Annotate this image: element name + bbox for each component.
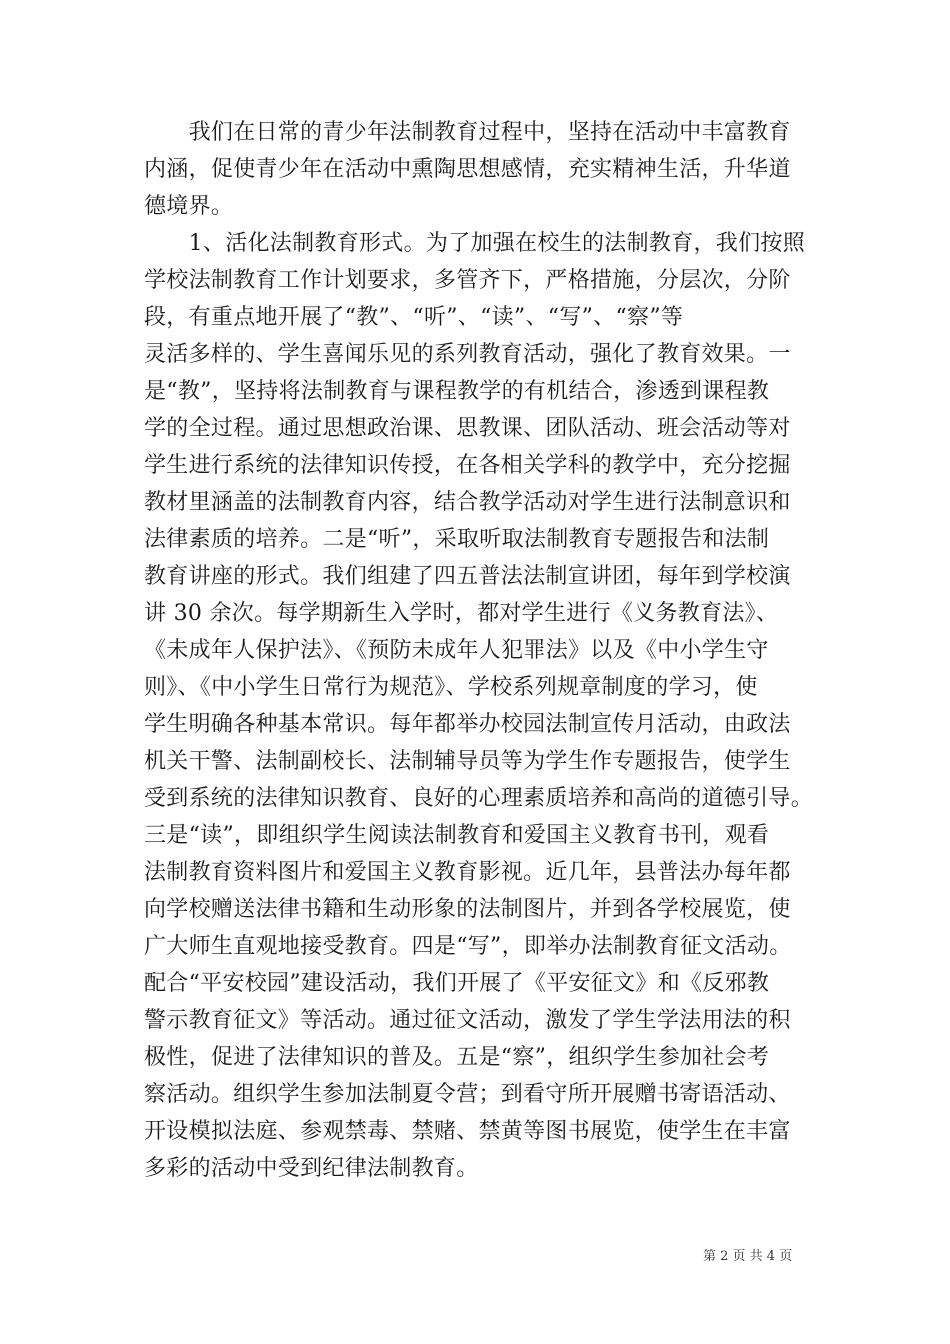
- text-line: 学生进行系统的法律知识传授，在各相关学科的教学中，充分挖掘: [144, 453, 791, 478]
- text-line: 法制教育资料图片和爱国主义教育影视。近几年，县普法办每年都: [144, 860, 791, 885]
- text-line: 学生明确各种基本常识。每年都举办校园法制宣传月活动，由政法: [144, 712, 791, 737]
- text-line: 广大师生直观地接受教育。四是“写”，即举办法制教育征文活动。: [144, 934, 792, 959]
- text-line: 我们在日常的青少年法制教育过程中，坚持在活动中丰富教育: [144, 120, 791, 145]
- text-line: 机关干警、法制副校长、法制辅导员等为学生作专题报告，使学生: [144, 749, 791, 774]
- text-line: 教育讲座的形式。我们组建了四五普法法制宣讲团，每年到学校演: [144, 564, 791, 589]
- text-line: 多彩的活动中受到纪律法制教育。: [144, 1156, 479, 1181]
- text-line: 三是“读”，即组织学生阅读法制教育和爱国主义教育书刊，观看: [144, 823, 770, 848]
- text-line: 法律素质的培养。二是“听”，采取听取法制教育专题报告和法制: [144, 527, 770, 552]
- page-number-footer: 第 2 页 共 4 页: [703, 1249, 793, 1264]
- text-line: 教材里涵盖的法制教育内容，结合教学活动对学生进行法制意识和: [144, 490, 791, 515]
- text-line: 段，有重点地开展了“教”、“听”、“读”、“写”、“察”等: [144, 305, 684, 330]
- body-text: [144, 114, 814, 1187]
- text-line: 学校法制教育工作计划要求，多管齐下，严格措施，分层次，分阶: [144, 268, 791, 293]
- text-line: 警示教育征文》等活动。通过征文活动，激发了学生学法用法的积: [144, 1008, 791, 1033]
- text-line: 内涵，促使青少年在活动中熏陶思想感情，充实精神生活，升华道: [144, 157, 791, 182]
- text-line: 则》、《中小学生日常行为规范》、学校系列规章制度的学习，使: [144, 675, 758, 700]
- text-line: 1、活化法制教育形式。为了加强在校生的法制教育，我们按照: [144, 231, 805, 256]
- text-line: 《未成年人保护法》、《预防未成年人犯罪法》以及《中小学生守: [144, 638, 769, 663]
- text-line: 讲 30 余次。每学期新生入学时，都对学生进行《义务教育法》、: [144, 601, 779, 626]
- text-line: 极性，促进了法律知识的普及。五是“察”，组织学生参加社会考: [144, 1045, 770, 1070]
- text-line: 是“教”，坚持将法制教育与课程教学的有机结合，渗透到课程教: [144, 379, 770, 404]
- text-line: 察活动。组织学生参加法制夏令营；到看守所开展赠书寄语活动、: [144, 1082, 791, 1107]
- text-line: 学的全过程。通过思想政治课、思教课、团队活动、班会活动等对: [144, 416, 791, 441]
- text-line: 开设模拟法庭、参观禁毒、禁赌、禁黄等图书展览，使学生在丰富: [144, 1119, 791, 1144]
- text-line: 向学校赠送法律书籍和生动形象的法制图片，并到各学校展览，使: [144, 897, 791, 922]
- text-line: 德境界。: [144, 194, 234, 219]
- text-line: 受到系统的法律知识教育、良好的心理素质培养和高尚的道德引导。: [144, 786, 814, 811]
- text-line: 灵活多样的、学生喜闻乐见的系列教育活动，强化了教育效果。一: [144, 342, 791, 367]
- text-line: 配合“平安校园”建设活动，我们开展了《平安征文》和《反邪教: [144, 971, 770, 996]
